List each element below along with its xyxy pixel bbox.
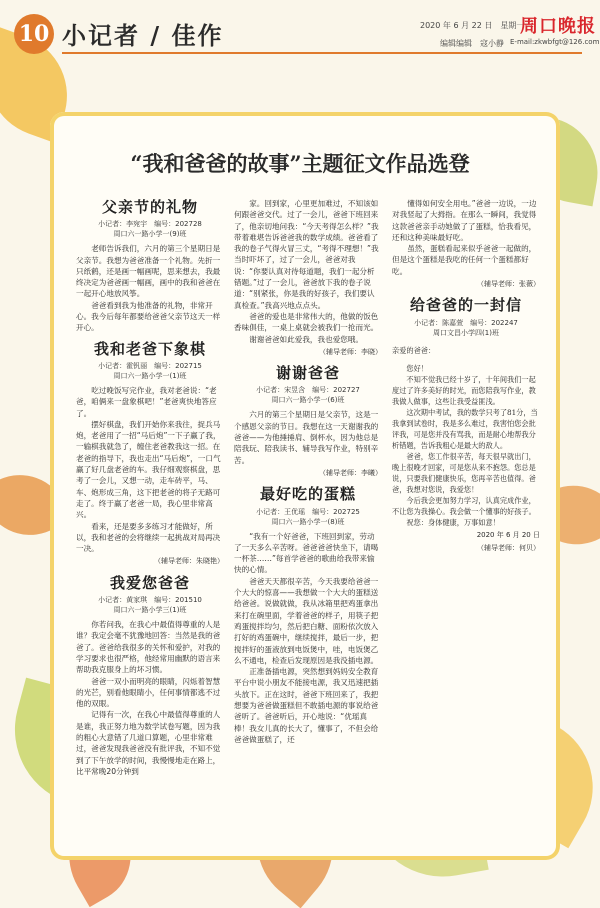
article-school: 周口文昌小学四(1)班: [433, 328, 499, 337]
contact-email: E-mail:zkwbfgt@126.com: [510, 38, 600, 46]
article-paragraph: 谢谢爸爸如此爱我，我也爱您哦。: [249, 334, 364, 344]
column-1: [76, 198, 224, 787]
article-paragraph: 爸爸看到我为他准备的礼物，非常开心。我今后每年都要给爸爸父亲节这天一样开心。: [76, 300, 221, 333]
article-title: 最好吃的蛋糕: [259, 485, 356, 504]
page-number-badge: 10: [14, 14, 54, 54]
letter-date: 2020 年 6 月 20 日: [476, 531, 540, 540]
article-school: 周口六一路小学一(1)班: [113, 371, 187, 380]
article-paragraph: 虽然，蛋糕看起来似乎爸爸一起做的，但是这个蛋糕是我吃的任何一个蛋糕都好吃。: [392, 244, 537, 276]
article-continued: [234, 198, 382, 358]
article-paragraph: 吃过晚饭写完作业，我对老爸说：“老爸，咱俩来一盘象棋吧！”老爸爽快地答应了。: [76, 385, 217, 418]
article-title: 给爸爸的一封信: [409, 296, 522, 315]
article-paragraph: 这次期中考试，我的数学只考了81分，当我拿到试卷时，我是多么难过，我害怕您会批评我，可是您并没有骂我，而是耐心地帮我分析错题，告诉我粗心是最大的敌人。: [392, 408, 538, 451]
page-header: [0, 0, 600, 80]
article-paragraph: “我有一个好爸爸，下班回到家，劳动了一天多么辛苦呀。爸爸爸爸快坐下，请喝一杯茶……”每首学爸爸的歌曲给我带来愉快的心情。: [234, 531, 379, 575]
article-title: 我爱您爸爸: [109, 573, 190, 592]
article-byline: 小记者：霍钒丽 编号：202715: [98, 361, 202, 370]
article-teacher: （辅导老师：朱晓艳）: [154, 557, 224, 566]
article-byline: 小记者：陈嘉萱 编号：202247: [414, 318, 518, 327]
page-title: “我和爸爸的故事”主题征文作品选登: [130, 151, 470, 176]
article-paragraph: 老师告诉我们，六月的第三个星期日是父亲节。我想为爸爸准备一个礼物。先折一只纸鹤，还是画一幅画呢，思来想去，我最终决定为爸爸画一幅画，画中的我和爸爸在一起开心地放风筝。: [76, 244, 221, 299]
article: [76, 198, 224, 334]
article-teacher: （辅导老师：何贝）: [477, 544, 540, 553]
newspaper-name: 周口晚报: [520, 16, 596, 37]
editor-credit: 编辑编辑 寇小静: [440, 39, 504, 48]
article-byline: 小记者：宋昱含 编号：202727: [256, 386, 360, 395]
article-paragraph: 爸爸，您工作很辛苦，每天很早就出门，晚上很晚才回家，可是您从来不抱怨。您总是说，只要我们健康快乐，您再辛苦也值得。爸爸，我想对您说，我爱您！: [392, 452, 536, 495]
column-2: [234, 198, 382, 755]
article-paragraph: 爸爸一双小而明亮的眼睛，闪烁着智慧的光芒，别看他眼睛小，任何事情都逃不过他的双眼。: [76, 676, 221, 709]
issue-date: 2020 年 6 月 22 日 星期一: [420, 21, 525, 30]
article: [76, 573, 224, 777]
article-title: 我和老爸下象棋: [93, 339, 206, 358]
article-paragraph: 看来，还是要多多练习才能做好，所以，我和老爸的会将继续一起挑战对局再决一决。: [76, 521, 221, 554]
article-paragraph: 正准备插电源，突然想到妈妈安全教育平台中说小朋友不能接电源，我又迅速把插头放下。正在这时，爸爸下班回来了，我把想要为爸爸做蛋糕但不敢插电源的事说给爸爸听了。爸爸听后，开心地说：“优瑶真棒！我女儿真的长大了，懂事了，不但会给爸爸做蛋糕了，还: [234, 667, 379, 744]
article-paragraph: 家。回到家，心里更加难过，不知该如何跟爸爸交代。过了一会儿，爸爸下班回来了，他亲切地问我：“今天考得怎么样？”我带着难堪告诉爸爸我的数学成绩。爸爸看了我的卷子气得火冒三丈，“考得不理想！”我当时吓坏了，过了一会儿，爸爸对我说：“你要认真对待每道题，我们一起分析错题。”过了一会儿，爸爸放下我的卷子说道：“别紧张，你是我的好孩子，我们要认真检查。”我高兴地点点头。: [234, 199, 379, 310]
article-school: 周口六一路小学一(6)班: [271, 396, 345, 405]
article-byline: 小记者：王优瑶 编号：202725: [256, 507, 360, 516]
letter-greeting: 您好！: [406, 364, 428, 374]
article-paragraph: 摆好棋盘，我们开始你来我往，捉兵马炮，老爸用了一招“马后炮”一下子赢了我，一输棋我就急了，缠住老爸教我这一招。在老爸的指导下，我也走出“马后炮”，一口气赢了好几盘老爸的车。我仔细观察棋盘，思考了一会儿，又想一动，走车砖平，马、车、炮形成三角，这下把老爸的将子无路可走了。终于赢了老爸一局，我心里非常高兴。: [76, 419, 221, 520]
article: [76, 339, 224, 568]
article-paragraph: 你若问我，在我心中最值得尊重的人是谁？我定会毫不犹豫地回答：当然是我的爸爸了。爸爸给我很多的关怀和爱护，对我的学习要求也很严格，他经常用幽默的语言来帮助我克服身上的坏习惯。: [76, 620, 221, 675]
article-byline: 小记者：李宛宇 编号：202728: [98, 220, 202, 229]
article-teacher: （辅导老师：张薇）: [477, 280, 540, 289]
article: [234, 485, 382, 745]
article-byline: 小记者：黄家琪 编号：201510: [98, 596, 202, 605]
article-school: 周口六一路小学三(1)班: [113, 606, 187, 615]
letter-salutation: 亲爱的爸爸：: [392, 345, 436, 355]
article-paragraph: 记得有一次，在我心中最值得尊重的人是谁，我正努力地为数学试卷写题，因为我的粗心大意错了几道口算题，心里非常难过，爸爸发现我爸爸没有批评我，不知不觉到了下午放学的时间，我慢慢地走在路上，比平常晚20分钟到: [76, 710, 221, 776]
article: [234, 364, 382, 479]
article-paragraph: 今后我会更加努力学习，认真完成作业，不让您为我操心。我会做一个懂事的好孩子。: [392, 496, 536, 517]
header-rule: [62, 52, 582, 54]
article-title: 谢谢爸爸: [275, 364, 340, 383]
article-paragraph: 爸爸天天都很辛苦，今天我要给爸爸一个大大的惊喜——我想做一个大大的蛋糕送给爸爸。说做就做，我从冰箱里把鸡蛋拿出来打在碗里面，学着爸爸的样子，用筷子把鸡蛋搅拌均匀，然后把白糖、面粉依次放入打好的鸡蛋碗中，继续搅拌，最后一步，把搅拌好的蛋液放到电饭煲中，哇，电饭煲乙么不通电，检查后发现原因是我没插电源。: [234, 576, 379, 665]
article-title: 父亲节的礼物: [101, 198, 198, 216]
column-3: [392, 198, 540, 565]
article: [392, 296, 540, 554]
article-paragraph: 不知不觉我已经十岁了，十年间我们一起度过了许多美好的时光，而您陪我写作业，教我做人做事，这些让我受益匪浅。: [392, 375, 536, 407]
article-paragraph: 爸爸的爱也是非常伟大的，他做的饭色香味俱佳，一桌上桌就会被我们一抢而光。: [234, 311, 379, 333]
article-school: 周口六一路小学一(8)班: [271, 517, 345, 526]
article-paragraph: 六月的第三个星期日是父亲节，这是一个感恩父亲的节日。我想在这一天谢谢我的爸爸——为他捶捶肩、倒杯水，因为他总是陪我玩、陪我读书、辅导我写作业，特别辛苦。: [234, 410, 379, 465]
article-continued: [392, 198, 540, 290]
article-teacher: （辅导老师：李晓）: [319, 347, 382, 356]
section-title: 小记者 / 佳作: [62, 21, 224, 50]
article-teacher: （辅导老师：李曦）: [319, 468, 382, 477]
article-school: 周口六一路小学一(9)班: [113, 230, 187, 239]
article-paragraph: 懂得如何安全用电。”爸爸一边说，一边对我竖起了大拇指。在那么一瞬间，我觉得这款爸爸亲手动她做了了蛋糕，恰我看见，还和这种美味最好吃。: [392, 199, 537, 242]
letter-closing: 祝您：身体健康，万事如意！: [406, 518, 500, 528]
letter-body: [392, 345, 540, 528]
